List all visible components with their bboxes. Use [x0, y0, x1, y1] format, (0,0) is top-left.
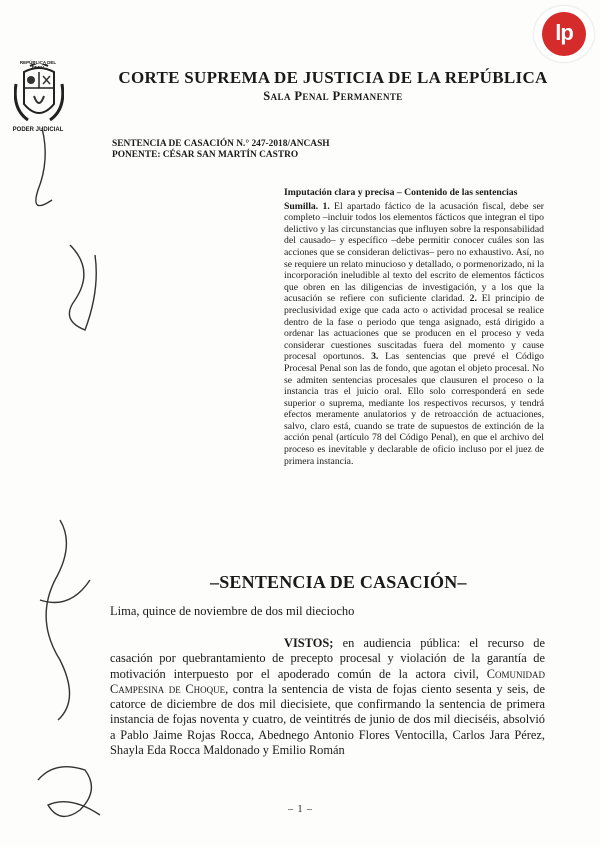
- body-text-a: en audiencia pública: el recurso de casación por quebrantamiento de precepto procesal y violación de la garantía de motivación interpuesto por el apoderado común de la actora civil,: [110, 636, 545, 681]
- summary-point-3-number: 3.: [371, 351, 379, 363]
- case-number: SENTENCIA DE CASACIÓN N.° 247-2018/ANCASH: [112, 139, 330, 149]
- page-number: – 1 –: [288, 804, 313, 815]
- summary-text: [284, 201, 544, 468]
- summary-point-2-number: 2.: [469, 293, 477, 305]
- crest-caption: REPÚBLICA DEL PERÚ: [19, 60, 57, 70]
- sala-title: Sala Penal Permanente: [263, 89, 403, 103]
- summary-point-2: El principio de preclusividad exige que cada acto o actividad procesal se realice dentro de la fase o periodo que tenga asignado, está dirigido a ordenar las actuaciones que se producen en el proceso y veda considerar cuestiones suscitadas fuera del momento y cause procesal oportunos.: [284, 293, 545, 363]
- summary-point-1-number: 1.: [322, 200, 330, 212]
- court-title: CORTE SUPREMA DE JUSTICIA DE LA REPÚBLICA: [118, 68, 548, 87]
- summary-block: [284, 187, 544, 467]
- summary-label: Sumilla.: [284, 200, 319, 212]
- lp-logo-text: lp: [542, 12, 586, 56]
- party-name: Comunidad Campesina de Choque: [110, 666, 545, 696]
- summary-heading: Imputación clara y precisa – Contenido de las sentencias: [284, 187, 518, 198]
- crest-label: PODER JUDICIAL: [12, 127, 64, 133]
- vistos-label: VISTOS;: [284, 636, 334, 650]
- main-heading: –SENTENCIA DE CASACIÓN–: [210, 572, 467, 592]
- body-text-b: , contra la sentencia de vista de fojas ciento sesenta y seis, de catorce de diciembre de dos mil diecisiete, que confirmando la sentencia de primera instancia de fojas noventa y cuatro, de veintitrés de junio de dos mil dieciséis, absolvió a Pablo Jaime Rojas Rocca, Abednego Antonio Flores Ventocilla, Carlos Jara Pérez, Shayla Eda Rocca Maldonado y Emilio Román: [110, 681, 545, 758]
- date-line: Lima, quince de noviembre de dos mil dieciocho: [110, 604, 355, 618]
- summary-point-1: El apartado fáctico de la acusación fiscal, debe ser completo –incluir todos los elementos fácticos que integran el tipo delictivo y las circunstancias que influyen sobre la responsabilidad del causado– y específico –debe permitir conocer cuáles son las acciones que se consideran delictivas– pero no exhaustivo. Así, no se requiere un relato minucioso y detallado, o pormenorizado, ni la incorporación ineludible al texto del escrito de elementos fácticos que obren en las diligencias de investigación, y a los que la acusación se refiere con suficiente claridad.: [284, 200, 545, 305]
- lp-logo: [534, 6, 594, 62]
- summary-point-3: Las sentencias que prevé el Código Procesal Penal son las de fondo, que agotan el objeto procesal. No se admiten sentencias procesales que clausuren el proceso o la instancia tras el juicio oral. Ello solo corresponderá en sede superior o suprema, mediante los respectivos recursos, y tendrá efectos meramente anulatorios y de retroacción de actuaciones, salvo, claro está, cuando se trate de supuestos de extinción de la acción penal (artículo 78 del Código Penal), en que el archivo del proceso es inevitable y declarable de oficio incluso por el juez de primera instancia.: [284, 351, 545, 467]
- ponente: PONENTE: CÉSAR SAN MARTÍN CASTRO: [112, 150, 299, 160]
- body-paragraph: [110, 636, 545, 758]
- margin-signature-icon: [0, 0, 110, 847]
